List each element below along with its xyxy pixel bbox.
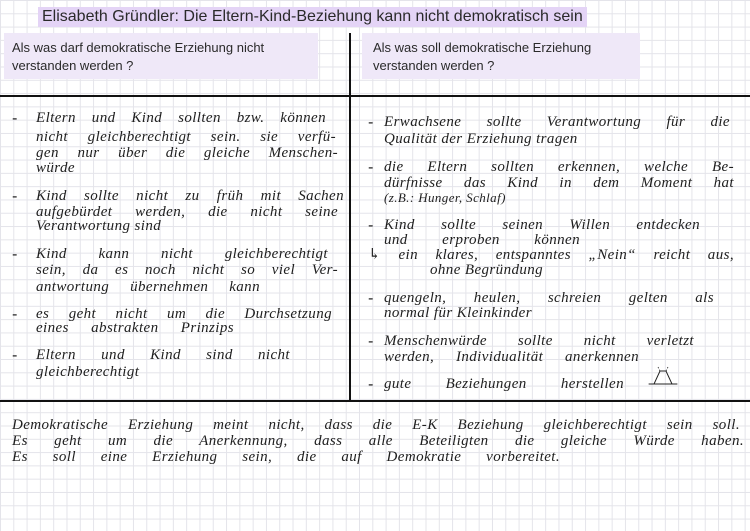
note-line: Kind sollte seinen Willen entdecken (384, 217, 700, 233)
note-line: aufgebürdet werden, die nicht seine (36, 204, 338, 220)
summary-line: Demokratische Erziehung meint nicht, dass die E-K Beziehung gleichberechtigt sein soll. (12, 417, 740, 433)
column-divider (349, 33, 351, 401)
bullet-dash: - (12, 187, 18, 205)
summary-line: Es geht um die Anerkennung, dass alle Beteiligten die gleiche Würde haben. (12, 433, 744, 449)
note-line: eines abstrakten Prinzips (36, 320, 234, 336)
bullet-dash: - (368, 113, 374, 131)
note-line: Eltern und Kind sind nicht (36, 347, 290, 363)
header-divider (0, 95, 750, 97)
note-line: Erwachsene sollte Verantwortung für die (384, 114, 730, 130)
note-line: quengeln, heulen, schreien gelten als (384, 290, 714, 306)
title-text: Die Eltern-Kind-Beziehung kann nicht demokratisch sein (183, 8, 583, 25)
note-line: gute Beziehungen herstellen (384, 376, 624, 392)
note-line: gleichberechtigt (36, 364, 140, 380)
note-line: es geht nicht um die Durchsetzung (36, 306, 332, 322)
bullet-dash: - (368, 158, 374, 176)
note-subline: ohne Begründung (430, 262, 544, 278)
bullet-dash: - (12, 305, 18, 323)
summary-divider (0, 400, 750, 402)
note-line: sein, da es noch nicht so viel Ver- (36, 262, 338, 278)
left-column-header (4, 33, 318, 79)
note-line: (z.B.: Hunger, Schlaf) (384, 190, 506, 205)
right-header-line: Als was soll demokratische Erziehung (373, 40, 592, 55)
right-column-header (362, 33, 640, 79)
title-author: Elisabeth Gründler: (42, 8, 179, 25)
bullet-dash: - (12, 109, 18, 127)
bullet-dash: - (368, 289, 374, 307)
note-line: normal für Kleinkinder (384, 305, 532, 321)
note-line: Qualität der Erziehung tragen (384, 131, 578, 147)
bullet-dash: - (12, 245, 18, 263)
note-line: dürfnisse das Kind in dem Moment hat (384, 175, 734, 191)
bullet-dash: - (368, 216, 374, 234)
note-line: antwortung übernehmen kann (36, 279, 260, 295)
note-line: die Eltern sollten erkennen, welche Be- (384, 159, 734, 175)
note-line: Verantwortung sind (36, 218, 162, 234)
note-line: und erproben können (384, 232, 580, 248)
summary-line: Es soll eine Erziehung sein, die auf Demokratie vorbereitet. (12, 449, 560, 465)
note-line: nicht gleichberechtigt sein. sie verfü- (36, 129, 336, 145)
note-line: Menschenwürde sollte nicht verletzt (384, 333, 694, 349)
page-title (38, 7, 587, 27)
note-line: gen nur über die gleiche Menschen- (36, 145, 338, 161)
right-header-line: verstanden werden ? (373, 58, 495, 73)
bullet-dash: - (12, 346, 18, 364)
note-subline: ↳ ein klares, entspanntes „Nein“ reicht aus, (368, 247, 734, 263)
tent-doodle-icon (648, 365, 678, 387)
note-line: Eltern und Kind sollten bzw. können (36, 110, 326, 126)
note-line: Kind kann nicht gleichberechtigt (36, 246, 328, 262)
bullet-dash: - (368, 375, 374, 393)
left-header-line: Als was darf demokratische Erziehung nicht (12, 40, 265, 55)
note-line: werden, Individualität anerkennen (384, 349, 639, 365)
bullet-dash: - (368, 332, 374, 350)
left-header-line: verstanden werden ? (12, 58, 134, 73)
note-line: Kind sollte nicht zu früh mit Sachen (36, 188, 344, 204)
note-line: würde (36, 160, 75, 176)
